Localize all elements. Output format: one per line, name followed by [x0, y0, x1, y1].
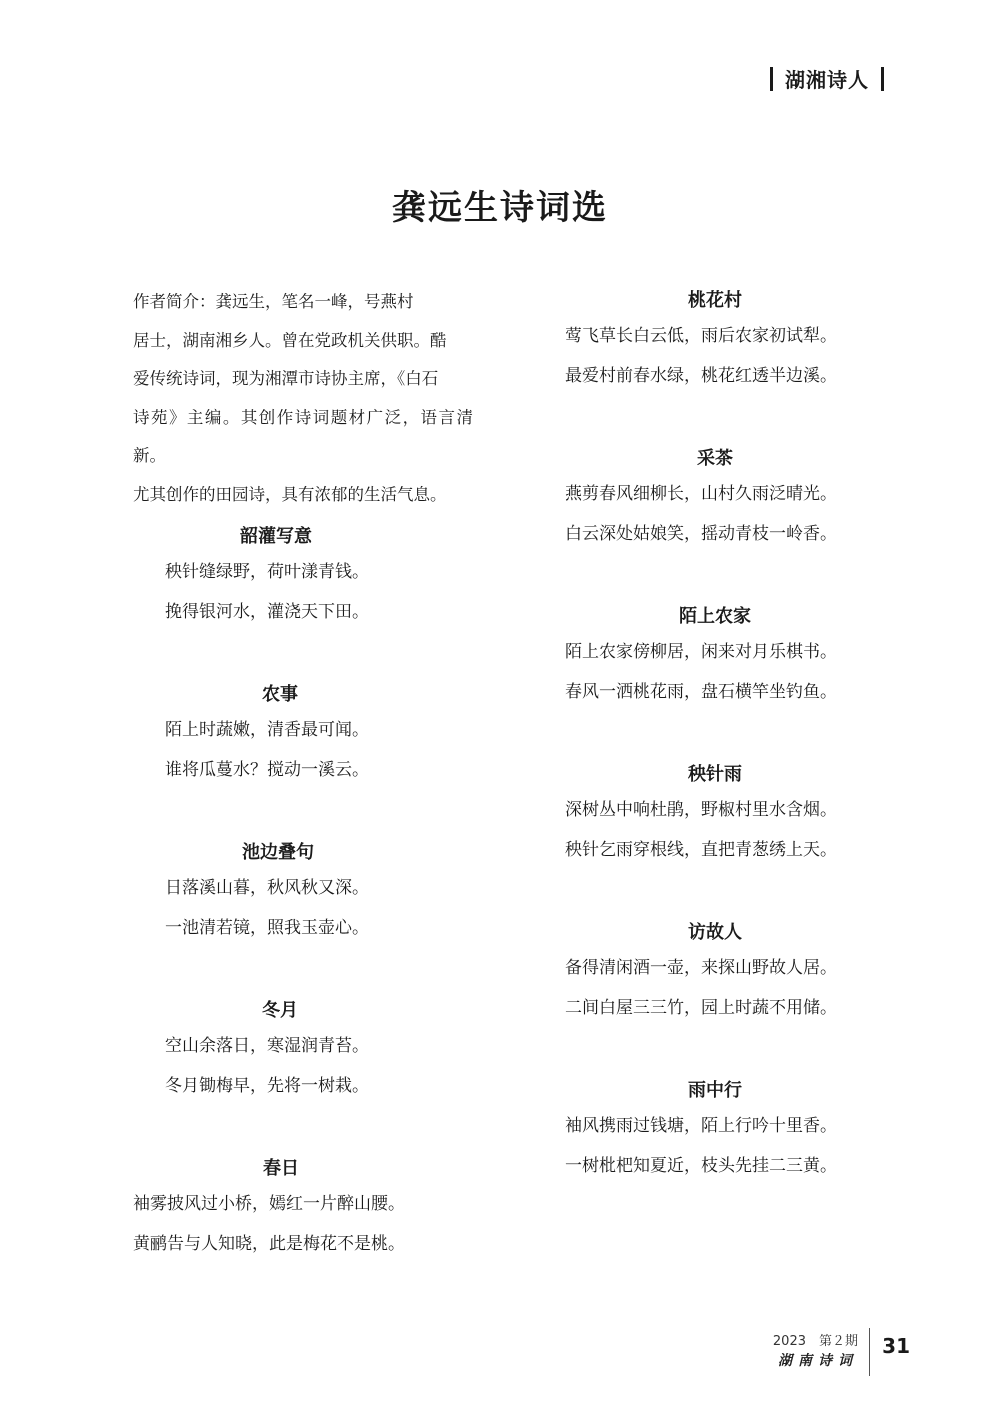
poem-title: 采茶: [697, 448, 733, 469]
poem: [565, 446, 905, 554]
poem-line: 袖雾披风过小桥，嫣红一片醉山腰。: [133, 1194, 405, 1214]
page-footer: [720, 1328, 910, 1378]
poem-title: 农事: [262, 684, 298, 705]
section-label: 湖湘诗人: [785, 68, 869, 92]
poem-line: 空山余落日，寒湿润青苔。: [165, 1036, 369, 1056]
poem-line: 陌上农家傍柳居，闲来对月乐棋书。: [565, 642, 837, 662]
section-bar-left: [770, 67, 773, 91]
poem-line: 深树丛中响杜鹃，野椒村里水含烟。: [565, 800, 837, 820]
poem-line: 备得清闲酒一壶，来探山野故人居。: [565, 958, 837, 978]
intro-line: 诗苑》主编。其创作诗词题材广泛，语言清新。: [133, 407, 473, 465]
poem-line: 一池清若镜，照我玉壶心。: [165, 918, 369, 938]
poem: [565, 288, 905, 396]
author-intro: [133, 283, 473, 514]
page-title: 龚远生诗词选: [392, 188, 608, 228]
poem-line: 陌上时蔬嫩，清香最可闻。: [165, 720, 369, 740]
poem: [565, 1078, 905, 1186]
poem-line: 谁将瓜蔓水？搅动一溪云。: [165, 760, 369, 780]
poem: [165, 998, 485, 1106]
poem-line: 燕剪春风细柳长，山村久雨泛晴光。: [565, 484, 837, 504]
poem-line: 黄鹂告与人知晓，此是梅花不是桃。: [133, 1234, 405, 1254]
poem: [565, 762, 905, 870]
poem-line: 冬月锄梅早，先将一树栽。: [165, 1076, 369, 1096]
poem-title: 秧针雨: [688, 764, 742, 785]
poem-line: 最爱村前春水绿，桃花红透半边溪。: [565, 366, 837, 386]
poem-line: 莺飞草长白云低，雨后农家初试犁。: [565, 326, 837, 346]
poem: [133, 1156, 483, 1264]
poem-line: 白云深处姑娘笑，摇动青枝一岭香。: [565, 524, 837, 544]
poem-line: 挽得银河水，灌浇天下田。: [165, 602, 369, 622]
poem-title: 陌上农家: [679, 606, 751, 627]
poem-line: 秧针缝绿野，荷叶漾青钱。: [165, 562, 369, 582]
magazine-name: 湖南诗词: [778, 1353, 858, 1369]
poem: [565, 604, 905, 712]
poem-line: 一树枇杷知夏近，枝头先挂二三黄。: [565, 1156, 837, 1176]
page-number: 31: [882, 1334, 910, 1358]
intro-line: 居士，湖南湘乡人。曾在党政机关供职。酷: [133, 330, 447, 350]
poem: [165, 524, 485, 632]
section-bar-right: [881, 67, 884, 91]
intro-line: 爱传统诗词，现为湘潭市诗协主席，《白石: [133, 369, 439, 388]
poem-line: 日落溪山暮，秋风秋又深。: [165, 878, 369, 898]
poem-line: 袖风携雨过钱塘，陌上行吟十里香。: [565, 1116, 837, 1136]
poem-title: 韶灌写意: [240, 526, 312, 547]
intro-line: 尤其创作的田园诗，具有浓郁的生活气息。: [133, 484, 447, 504]
poem-line: 秧针乞雨穿根线，直把青葱绣上天。: [565, 840, 837, 860]
poem-title: 春日: [263, 1158, 299, 1179]
footer-divider: [869, 1328, 870, 1376]
poem-line: 二间白屋三三竹，园上时蔬不用储。: [565, 998, 837, 1018]
poem: [565, 920, 905, 1028]
intro-line: 作者简介：龚远生，笔名一峰，号燕村: [133, 292, 414, 311]
poem-title: 雨中行: [688, 1080, 742, 1101]
poem: [165, 840, 485, 948]
poem-title: 冬月: [262, 1000, 298, 1021]
poem: [165, 682, 485, 790]
poem-title: 访故人: [688, 922, 742, 943]
poem-title: 池边叠句: [242, 842, 314, 863]
poem-title: 桃花村: [688, 290, 742, 311]
issue-label: 2023 第２期: [772, 1334, 858, 1349]
poem-line: 春风一洒桃花雨，盘石横竿坐钓鱼。: [565, 682, 837, 702]
section-tag: [758, 64, 896, 93]
